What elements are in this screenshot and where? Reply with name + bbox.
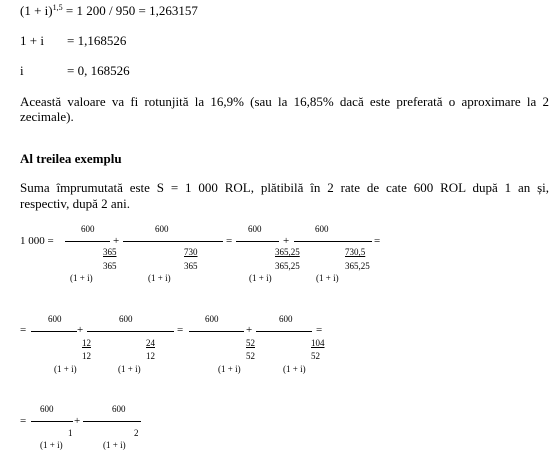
plus-sign: +: [283, 235, 290, 247]
plus-sign: +: [74, 415, 81, 427]
exponent-numerator: 365: [103, 247, 117, 257]
exponent-denominator: 52: [311, 351, 320, 361]
numerator: 600: [40, 404, 54, 414]
equals-sign: =: [177, 324, 184, 336]
exponent: 1: [68, 428, 73, 438]
equation-line-2-lhs: 1 + i: [20, 33, 44, 48]
exponent-denominator: 365: [184, 261, 198, 271]
exponent-numerator: 104: [311, 338, 325, 348]
paragraph-rounding-line-2: zecimale).: [20, 109, 74, 124]
exponent-numerator: 24: [146, 338, 155, 348]
section-heading: Al treilea exemplu: [20, 151, 122, 166]
fraction-bar: [65, 241, 110, 242]
equation-line-2-rhs: = 1,168526: [67, 33, 127, 48]
fraction-bar: [123, 241, 223, 242]
exponent-numerator: 52: [246, 338, 255, 348]
fraction-bar: [294, 241, 372, 242]
fraction-bar: [236, 241, 279, 242]
exponent-denominator: 52: [246, 351, 255, 361]
numerator: 600: [119, 314, 133, 324]
denominator-base: (1 + i): [118, 364, 141, 374]
exponent-denominator: 12: [82, 351, 91, 361]
fraction-bar: [189, 331, 244, 332]
plus-sign: +: [246, 324, 253, 336]
equals-sign: =: [20, 324, 27, 336]
fraction-bar: [256, 331, 312, 332]
plus-sign: +: [77, 324, 84, 336]
numerator: 600: [315, 224, 329, 234]
denominator-base: (1 + i): [103, 440, 126, 450]
exponent-numerator: 365,25: [275, 247, 300, 257]
equals-sign: =: [316, 324, 323, 336]
numerator: 600: [279, 314, 293, 324]
numerator: 600: [112, 404, 126, 414]
numerator: 600: [248, 224, 262, 234]
equals-sign: =: [226, 235, 233, 247]
equation-rhs: = 1 200 / 950 = 1,263157: [65, 3, 198, 18]
exponent-numerator: 730: [184, 247, 198, 257]
denominator-base: (1 + i): [70, 273, 93, 283]
paragraph-loan-line-1: Suma împrumutată este S = 1 000 ROL, plătibilă în 2 rate de cate 600 ROL după 1 an și,: [20, 180, 549, 195]
fraction-bar: [87, 331, 174, 332]
fraction-bar: [31, 421, 73, 422]
numerator: 600: [205, 314, 219, 324]
exponent-numerator: 12: [82, 338, 91, 348]
denominator-base: (1 + i): [148, 273, 171, 283]
exponent-denominator: 365,25: [275, 261, 300, 271]
equals-sign: =: [20, 415, 27, 427]
denominator-base: (1 + i): [218, 364, 241, 374]
denominator-base: (1 + i): [40, 440, 63, 450]
exponent-denominator: 365: [103, 261, 117, 271]
fraction-bar: [31, 331, 77, 332]
exponent-numerator: 730,5: [345, 247, 366, 257]
paragraph-rounding-line-1: Această valoare va fi rotunjită la 16,9% (sau la 16,85% dacă este preferată o aproximare la 2: [20, 94, 549, 109]
equation-base: (1 + i): [20, 3, 53, 18]
equation-line-3-lhs: i: [20, 63, 24, 78]
denominator-base: (1 + i): [249, 273, 272, 283]
numerator: 600: [48, 314, 62, 324]
equation-line-3-rhs: = 0, 168526: [67, 63, 130, 78]
exponent-denominator: 365,25: [345, 261, 370, 271]
equation-line-1: [20, 4, 198, 17]
denominator-base: (1 + i): [283, 364, 306, 374]
formula-lhs: 1 000 =: [20, 235, 54, 247]
numerator: 600: [81, 224, 95, 234]
equation-exponent: 1,5: [52, 3, 63, 12]
paragraph-loan-line-2: respectiv, după 2 ani.: [20, 196, 130, 211]
fraction-bar: [83, 421, 141, 422]
denominator-base: (1 + i): [316, 273, 339, 283]
numerator: 600: [155, 224, 169, 234]
equals-sign: =: [374, 235, 381, 247]
exponent: 2: [134, 428, 139, 438]
exponent-denominator: 12: [146, 351, 155, 361]
denominator-base: (1 + i): [54, 364, 77, 374]
plus-sign: +: [113, 235, 120, 247]
